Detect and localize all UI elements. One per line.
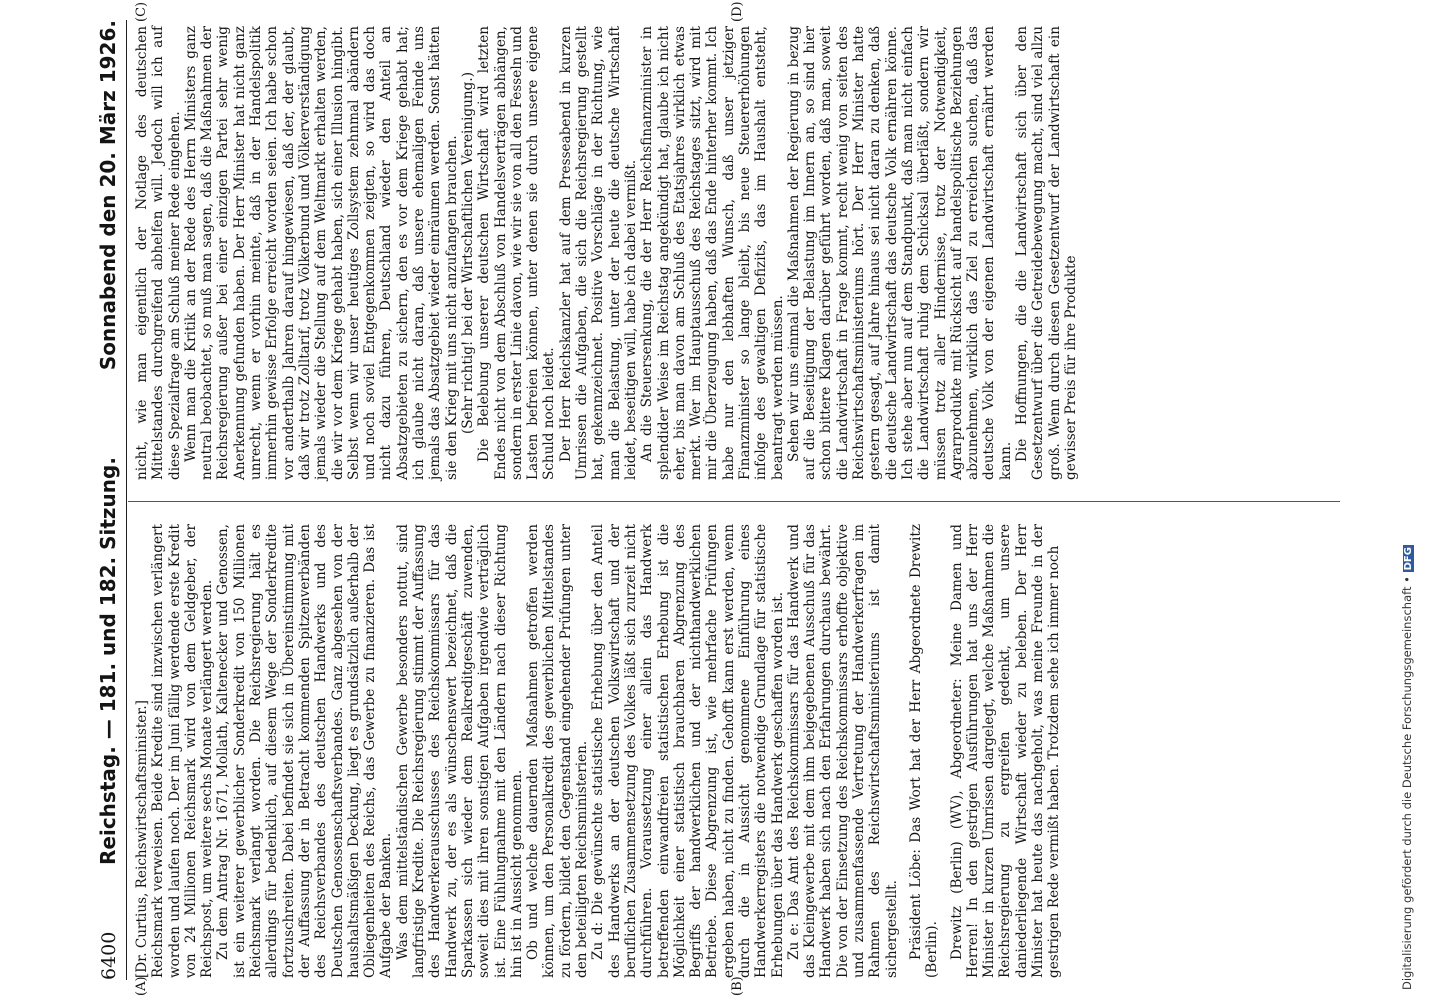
margin-mark-b: (B): [730, 976, 745, 996]
rotated-document-page: [90, 0, 1390, 1000]
paragraph: Die Belebung unserer deutschen Wirtschaft wird letzten Endes nicht von dem Abschluß von Handelsverträgen abhängen, sondern in erster Linie davon, wie wir sie von all den Fesseln und Lasten befreien können, unter denen sie durch unsere eigene Schuld noch leidet.: [476, 26, 558, 480]
paragraph: Der Herr Reichskanzler hat auf dem Presseabend in kurzen Umrissen die Aufgaben, die sich die Reichsregierung gestellt hat, gekennzeichnet. Positive Vorschläge in der Richtung, wie man die Belastung, unter der heute die deutsche Wirtschaft leidet, beseitigen will, habe ich dabei vermißt.: [557, 26, 639, 480]
interjection: (Sehr richtig! bei der Wirtschaftlichen Vereinigung.): [459, 71, 476, 435]
paragraph: Was dem mittelständischen Gewerbe besonders nottut, sind langfristige Kredite. Die Reichsregierung stimmt der Auffassung des Handwerkerausschusses des Reichskommissars für das Handwerk zu, der es als wünschenswert bezeichnet, daß die Sparkassen sich wieder dem Realkreditgeschäft zuwenden, soweit dies mit ihren sonstigen Aufgaben irgendwie verträglich ist. Eine Fühlungnahme mit den Ländern nach dieser Richtung hin ist in Aussicht genommen.: [394, 524, 525, 978]
digitization-text: Digitalisierung gefördert durch die Deutsche Forschungsgemeinschaft • DFG: [1400, 547, 1414, 990]
column-divider: [128, 501, 1340, 502]
page-number: 6400: [98, 931, 120, 980]
dfg-logo: DFG: [1403, 547, 1414, 571]
paragraph: Drewitz (Berlin) (WV), Abgeordneter: Meine Damen und Herren! In den gestrigen Ausführungen hat uns der Herr Minister in kurzen Umrissen dargelegt, welche Maßnahmen die Reichsregierung zu ergreifen gedenkt, um unsere daniederliegende Wirtschaft wieder zu beleben. Der Herr Minister hat heute das nachgeholt, was meine Freunde in der gestrigen Rede vermißt haben. Trotzdem sehe ich immer noch: [948, 524, 1063, 978]
paragraph: Zu dem Antrag Nr. 1671, Mollath, Kaltenecker und Genossen, ist ein weiterer gewerblicher Sonderkredit von 150 Millionen Reichsmark verlangt worden. Die Reichsregierung hält es allerdings für bedenklich, auf diesem Wege der Sonderkredite fortzuschreiten. Dabei befindet sie sich in Übereinstimmung mit der Auffassung der in Betracht kommenden Spitzenverbänden des Reichsverbandes des deutschen Handwerks und des Deutschen Genossenschaftsverbandes. Ganz abgesehen von der haushaltsmäßigen Deckung, liegt es grundsätzlich außerhalb der Obliegenheiten des Reichs, das Gewerbe zu finanzieren. Das ist Aufgabe der Banken.: [215, 524, 395, 978]
paragraph: Sehen wir uns einmal die Maßnahmen der Regierung in bezug auf die Beseitigung der Belastung im Innern an, so sind hier schon bittere Klagen darüber geführt worden, daß man, soweit die Landwirtschaft in Frage kommt, recht wenig von seiten des Reichswirtschaftsministeriums hört. Der Herr Minister hatte gestern gesagt, auf Jahre hinaus sei nicht daran zu denken, daß die deutsche Landwirtschaft das deutsche Volk ernähren könne. Ich stehe aber nun auf dem Standpunkt, daß man nicht einfach die Landwirtschaft ruhig dem Schicksal überläßt, sondern wir müssen trotz aller Hindernisse, trotz der Notwendigkeit, Agrarprodukte mit Rücksicht auf handelspolitische Beziehungen abzunehmen, wirklich das Ziel zu erreichen suchen, daß das deutsche Volk von der eigenen Landwirtschaft ernährt werden kann.: [785, 26, 1014, 480]
header-rule: [126, 20, 127, 980]
left-column: [134, 524, 1063, 978]
right-column: [134, 26, 1079, 480]
margin-mark-d: (D): [730, 1, 745, 22]
paragraph: Reichsmark verweisen. Beide Kredite sind inzwischen verlängert worden und laufen noch. Der im Juni fällig werdende erste Kredit von 24 Millionen Reichsmark wird von dem Geldgeber, der Reichspost, um weitere sechs Monate verlängert werden.: [150, 524, 216, 978]
paragraph: Die Hoffnungen, die die Landwirtschaft sich über den Gesetzentwurf über die Getreidebewegung macht, sind viel allzu groß. Wenn durch diesen Gesetzentwurf der Landwirtschaft ein gewisser Preis für ihre Produkte: [1014, 26, 1079, 480]
page-header: [90, 0, 124, 1000]
session-date: Sonnabend den 20. März 1926.: [96, 20, 120, 371]
session-title: Reichstag. — 181. und 182. Sitzung.: [96, 457, 120, 865]
paragraph: Präsident Löbe: Das Wort hat der Herr Abgeordnete Drewitz (Berlin).: [907, 524, 941, 978]
paragraph: An die Steuersenkung, die der Herr Reichsfinanzminister in splendider Weise im Reichstag angekündigt hat, glaube ich nicht eher, bis man davon am Schluß des Etatsjahres wirklich etwas merkt. Wer im Hauptausschuß des Reichstages sitzt, wird mit mir die Überzeugung haben, daß das Ende hinterher kommt. Ich habe nur den lebhaften Wunsch, daß unser jetziger Finanzminister so lange bleibt, bis neue Steuererhöhungen infolge des gewaltigen Defizits, das im Haushalt entsteht, beantragt werden müssen.: [639, 26, 786, 480]
digitization-note: [1400, 10, 1420, 990]
paragraph: Wenn man die Kritik an der Rede des Herrn Ministers ganz neutral beobachtet, so muß man sagen, daß die Maßnahmen der Reichsregierung außer bei einer einzigen Partei sehr wenig Anerkennung gefunden haben. Der Herr Minister hat nicht ganz unrecht, wenn er vorhin meinte, daß in der Handelspolitik immerhin gewisse Erfolge erreicht worden seien. Ich habe schon vor anderthalb Jahren darauf hingewiesen, daß der, der glaubt, daß wir trotz Zolltarif, trotz Völkerbund und Völkerverständigung jemals wieder die Stellung auf dem Weltmarkt erhalten werden, die wir vor dem Kriege gehabt haben, sich einer Illusion hingibt. Selbst wenn wir unser heutiges Zollsystem zehnmal abändern und noch soviel Entgegenkommen zeigten, so wird das doch nicht dazu führen, Deutschland wieder den Anteil an Absatzgebieten zu sichern, den es vor dem Kriege gehabt hat; ich glaube nicht daran, daß unsere ehemaligen Feinde uns jemals das Absatzgebiet wieder einräumen werden. Sonst hätten sie den Krieg mit uns nicht anzufangen brauchen.: [182, 26, 460, 480]
speaker-heading: [Dr. Curtius, Reichswirtschaftsminister.]: [134, 700, 150, 978]
paragraph: Ob und welche dauernden Maßnahmen getroffen werden können, um den Personalkredit des gewerblichen Mittelstandes zu fördern, bildet den Gegenstand eingehender Prüfungen unter den beteiligten Reichsministerien.: [525, 524, 591, 978]
digitization-label: Digitalisierung gefördert durch die Deutsche Forschungsgemeinschaft: [1400, 586, 1414, 990]
margin-mark-a: (A): [134, 976, 149, 996]
paragraph: nicht, wie man eigentlich der Notlage des deutschen Mittelstandes durchgreifend abhelfen will. Jedoch will ich auf diese Spezialfrage am Schluß meiner Rede eingehen.: [134, 26, 183, 480]
paragraph: Zu e: Das Amt des Reichskommissars für das Handwerk und das Kleingewerbe mit dem ihm beigegebenen Ausschuß für das Handwerk haben sich nach den Erfahrungen durchaus bewährt. Die von der Einsetzung des Reichskommissars erhoffte objektive und zusammenfassende Vertretung der Handwerkerfragen im Rahmen des Reichswirtschaftsministeriums ist damit sichergestellt.: [785, 524, 900, 978]
paragraph: Zu d: Die gewünschte statistische Erhebung über den Anteil des Handwerks an der deutschen Volkswirtschaft und der beruflichen Zusammensetzung des Volkes läßt sich zurzeit nicht durchführen. Voraussetzung einer allein das Handwerk betreffenden einwandfreien statistischen Erhebung ist die Möglichkeit einer statistisch brauchbaren Abgrenzung des Begriffs der handwerklichen und der nichthandwerklichen Betriebe. Diese Abgrenzung ist, wie mehrfache Prüfungen ergeben haben, nicht zu finden. Gehofft kann erst werden, wenn durch die in Aussicht genommene Einführung eines Handwerkerregisters die notwendige Grundlage für statistische Erhebungen über das Handwerk geschaffen worden ist.: [590, 524, 786, 978]
margin-mark-c: (C): [134, 1, 149, 22]
